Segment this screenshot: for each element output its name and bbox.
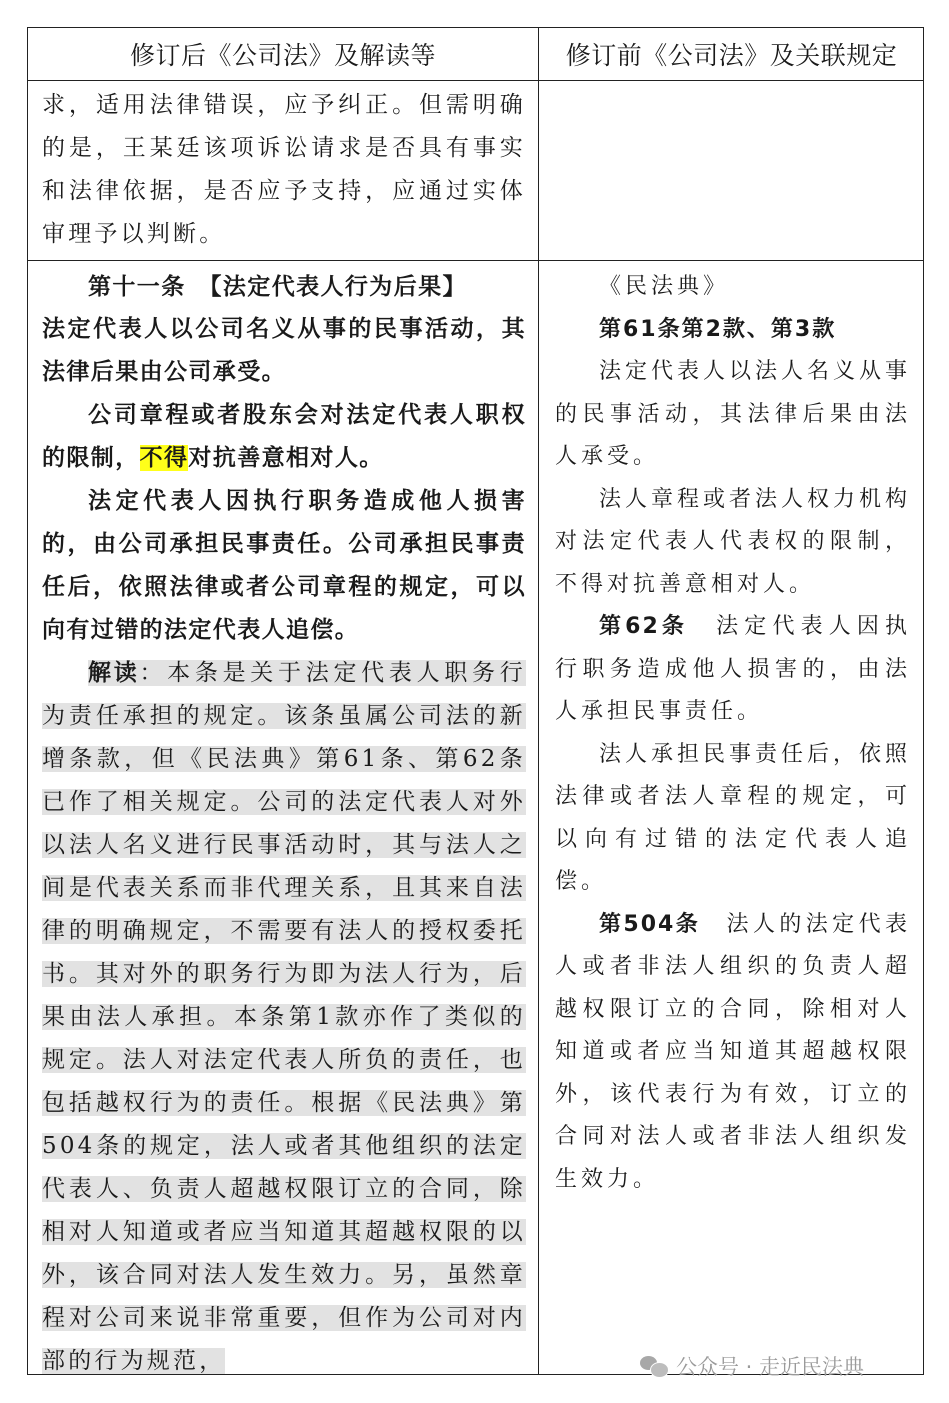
interpretation-text: 本条是关于法定代表人职务行为责任承担的规定。该条虽属公司法的新增条款，但《民法典》第61条、第62条已作了相关规定。公司的法定代表人对外以法人名义进行民事活动时，其与法人之间是代表关系而非代理关系，且其来自法律的明确规定，不需要有法人的授权委托书。其对外的职务行为即为法人行为，后果由法人承担。本条第1款亦作了类似的规定。法人对法定代表人所负的责任，也包括越权行为的责任。根据《民法典》第504条的规定，法人或者其他组织的法定代表人、负责人超越权限订立的合同，除相对人知道或者应当知道其超越权限的以外，该合同对法人发生效力。另，虽然章程对公司来说非常重要，但作为公司对内部的行为规范， (42, 660, 526, 1374)
article-61-label: 第61条第2款、第3款 (599, 316, 837, 342)
comparison-table (27, 27, 924, 1375)
article-p2-after: 对抗善意相对人。 (188, 445, 384, 471)
article-62-text: 法定代表人因执行职务造成他人损害的，由法人承担民事责任。 (555, 614, 911, 724)
civil-code-cell (555, 266, 911, 1201)
header-left: 修订后《公司法》及解读等 (129, 41, 436, 70)
article-504-paragraph (555, 904, 911, 1202)
interpretation-colon: ： (139, 660, 168, 686)
column-divider (538, 28, 539, 1374)
highlight-mark: 不得 (139, 445, 189, 471)
header-divider (28, 80, 923, 81)
article-61-heading (555, 309, 911, 352)
article-504-text: 法人的法定代表人或者非法人组织的负责人超越权限订立的合同，除相对人知道或者应当知道其超越权限外，该代表行为有效，订立的合同对法人或者非法人组织发生效力。 (555, 911, 911, 1192)
wechat-icon (640, 1355, 668, 1377)
article-paragraph-3: 法定代表人因执行职务造成他人损害的，由公司承担民事责任。公司承担民事责任后，依照法律或者公司章程的规定，可以向有过错的法定代表人追偿。 (42, 488, 526, 643)
article-title: 第十一条 【法定代表人行为后果】 (88, 274, 467, 300)
article-62-paragraph-1 (555, 606, 911, 734)
article-61-paragraph-2: 法定代表人以法人名义从事的民事活动，其法律后果由法人承受。 (555, 359, 912, 469)
interpretation-shaded (42, 660, 526, 1374)
article-62-paragraph-2: 法人承担民事责任后，依照法律或者法人章程的规定，可以向有过错的法定代表人追偿。 (555, 741, 912, 894)
watermark (640, 1348, 864, 1384)
article-paragraph-2 (42, 394, 526, 480)
article-paragraph-1: 法定代表人以公司名义从事的民事活动，其法律后果由公司承受。 (42, 316, 526, 385)
interpretation-paragraph (42, 652, 526, 1383)
article-p2-before: 公司章程或者股东会对法定代表人职权的限制， (42, 402, 526, 471)
watermark-text: 公众号 · 走近民法典 (676, 1355, 865, 1379)
civil-code-title: 《民法典》 (599, 274, 730, 299)
article-62-label: 第62条 (599, 614, 689, 639)
header-right: 修订前《公司法》及关联规定 (565, 41, 898, 70)
case-continuation-text: 求，适用法律错误，应予纠正。但需明确的是，王某廷该项诉讼请求是否具有事实和法律依据，是否应予支持，应通过实体审理予以判断。 (42, 92, 526, 247)
row-divider (28, 260, 923, 261)
article-504-label: 第504条 (599, 911, 701, 937)
article-cell (42, 266, 526, 1383)
row1-left-cell (42, 84, 526, 256)
article-61-paragraph-3: 法人章程或者法人权力机构对法定代表人代表权的限制，不得对抗善意相对人。 (555, 486, 912, 597)
interpretation-label: 解读 (88, 660, 140, 686)
